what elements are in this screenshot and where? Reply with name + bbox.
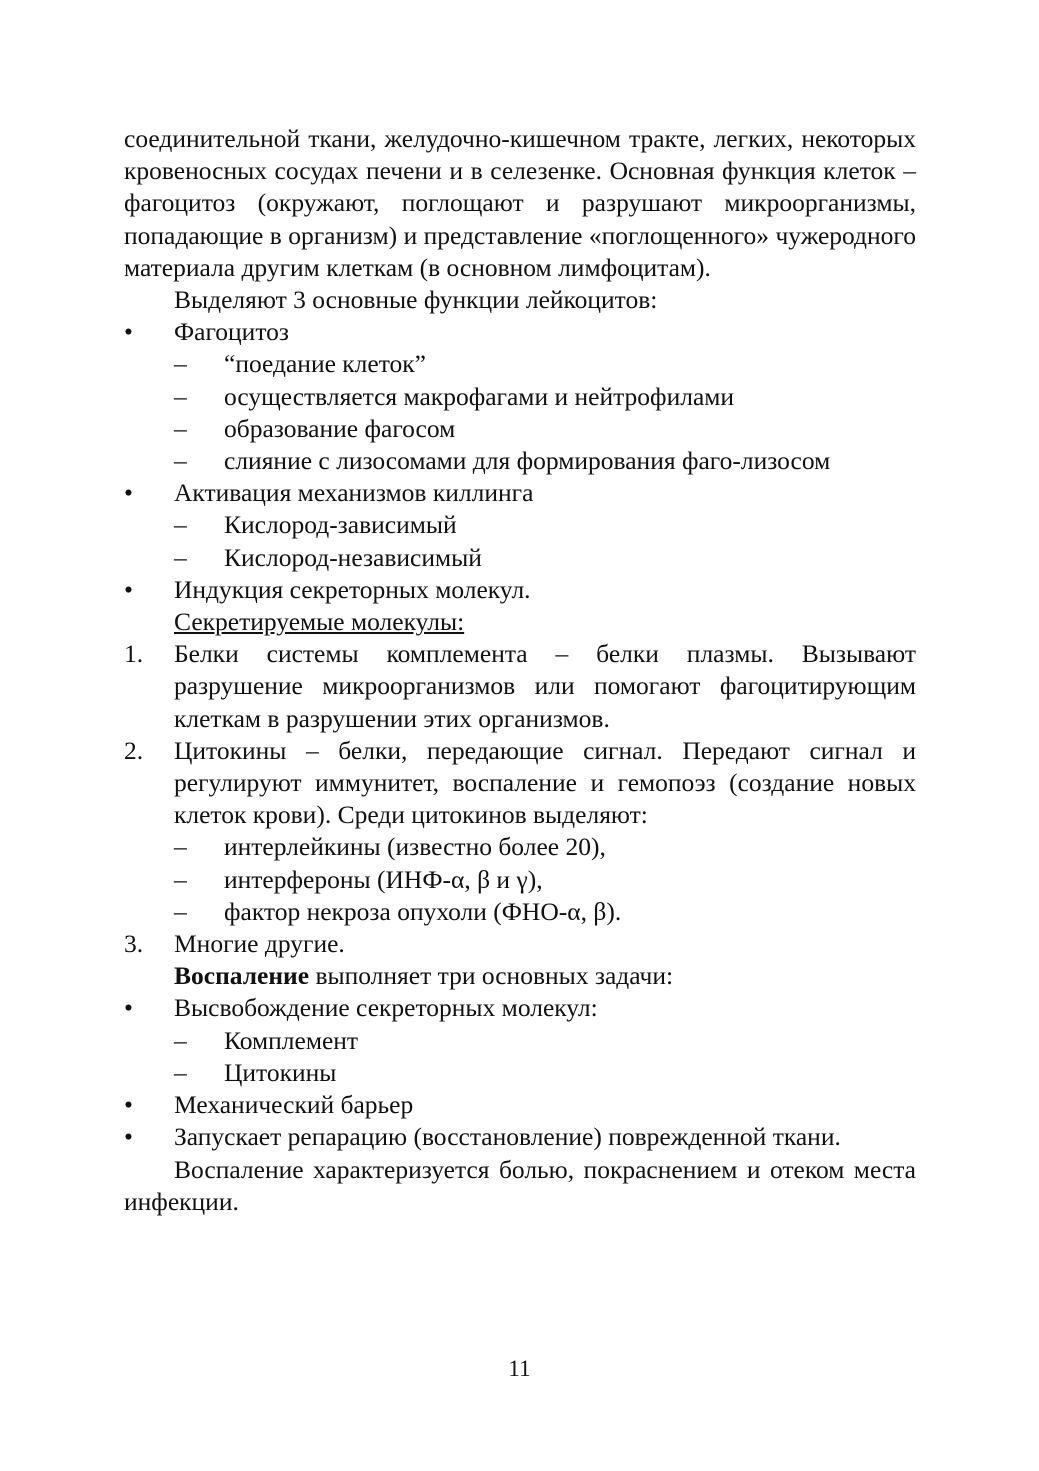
- dash-item: [124, 413, 916, 445]
- bullet-marker: •: [124, 1122, 133, 1152]
- bullet-marker: •: [124, 1090, 133, 1120]
- dash-item: [124, 896, 916, 928]
- number-marker: 2.: [124, 735, 144, 765]
- inflammation-intro: [124, 960, 916, 992]
- dash-item: [124, 542, 916, 574]
- dash-label: Кислород-зависимый: [224, 510, 457, 540]
- dash-item: [124, 1025, 916, 1057]
- dash-marker: –: [174, 1025, 187, 1055]
- dash-marker: –: [174, 413, 187, 443]
- numbered-text: Цитокины – белки, передающие сигнал. Передают сигнал и регулируют иммунитет, воспаление и гемопоэз (создание новых клеток крови). Среди цитокинов выделяют:: [174, 735, 916, 830]
- bullet-item-release: [124, 992, 916, 1024]
- bullet-item-induction: [124, 574, 916, 606]
- dash-item: [124, 381, 916, 413]
- dash-marker: –: [174, 864, 187, 894]
- dash-marker: –: [174, 1057, 187, 1087]
- bullet-item-repair: [124, 1121, 916, 1153]
- secreted-heading: Секретируемые молекулы:: [174, 607, 465, 637]
- dash-item: [124, 445, 916, 477]
- dash-label: Кислород-независимый: [224, 542, 482, 572]
- inflammation-term: Воспаление: [174, 961, 310, 991]
- bullet-marker: •: [124, 317, 133, 347]
- dash-label: фактор некроза опухоли (ФНО-α, β).: [224, 896, 622, 926]
- dash-item: [124, 864, 916, 896]
- dash-label: интерлейкины (известно более 20),: [224, 832, 606, 862]
- bullet-marker: •: [124, 478, 133, 508]
- numbered-text: Многие другие.: [174, 929, 345, 959]
- numbered-item-2: [124, 735, 916, 832]
- secreted-heading-row: [124, 606, 916, 638]
- dash-label: интерфероны (ИНФ-α, β и γ),: [224, 864, 543, 894]
- bullet-item-phagocytosis: [124, 316, 916, 348]
- bullet-label: Механический барьер: [174, 1090, 414, 1120]
- numbered-item-3: [124, 928, 916, 960]
- dash-marker: –: [174, 542, 187, 572]
- closing-paragraph: Воспаление характеризуется болью, покраснением и отеком места инфекции.: [124, 1154, 916, 1216]
- bullet-marker: •: [124, 574, 133, 604]
- dash-label: образование фагосом: [224, 413, 456, 443]
- dash-label: слияние с лизосомами для формирования фаго-лизосом: [224, 446, 831, 476]
- dash-item: [124, 348, 916, 380]
- dash-marker: –: [174, 832, 187, 862]
- bullet-label: Фагоцитоз: [174, 317, 289, 347]
- numbered-text: Белки системы комплемента – белки плазмы. Вызывают разрушение микроорганизмов или помогают фагоцитирующим клеткам в разрушении этих организмов.: [174, 639, 916, 733]
- dash-marker: –: [174, 381, 187, 411]
- dash-item: [124, 509, 916, 541]
- dash-marker: –: [174, 896, 187, 926]
- page-number: 11: [508, 1356, 531, 1381]
- dash-marker: –: [174, 510, 187, 540]
- paragraph-continuation: соединительной ткани, желудочно-кишечном тракте, легких, некоторых кровеносных сосудах печени и в селезенке. Основная функция клеток – фагоцитоз (окружают, поглощают и разрушают микроорганизмы, попадающие в организм) и представление «поглощенного» чужеродного материала другим клеткам (в основном лимфоцитам).: [124, 124, 916, 282]
- dash-label: “поедание клеток”: [224, 349, 426, 379]
- dash-label: Цитокины: [224, 1057, 337, 1087]
- bullet-item-barrier: [124, 1089, 916, 1121]
- bullet-label: Индукция секреторных молекул.: [174, 574, 531, 604]
- dash-marker: –: [174, 446, 187, 476]
- dash-label: осуществляется макрофагами и нейтрофилами: [224, 381, 735, 411]
- bullet-label: Активация механизмов киллинга: [174, 478, 534, 508]
- functions-intro: Выделяют 3 основные функции лейкоцитов:: [174, 285, 658, 315]
- number-marker: 1.: [124, 639, 144, 669]
- dash-label: Комплемент: [224, 1025, 359, 1055]
- bullet-label: Запускает репарацию (восстановление) поврежденной ткани.: [174, 1122, 841, 1152]
- numbered-item-1: [124, 638, 916, 735]
- page-body: [124, 123, 916, 1218]
- dash-item: [124, 831, 916, 863]
- bullet-item-killing: [124, 477, 916, 509]
- bullet-marker: •: [124, 993, 133, 1023]
- dash-marker: –: [174, 349, 187, 379]
- inflammation-intro-text: выполняет три основных задачи:: [309, 961, 674, 991]
- dash-item: [124, 1057, 916, 1089]
- number-marker: 3.: [124, 929, 144, 959]
- bullet-label: Высвобождение секреторных молекул:: [174, 993, 598, 1023]
